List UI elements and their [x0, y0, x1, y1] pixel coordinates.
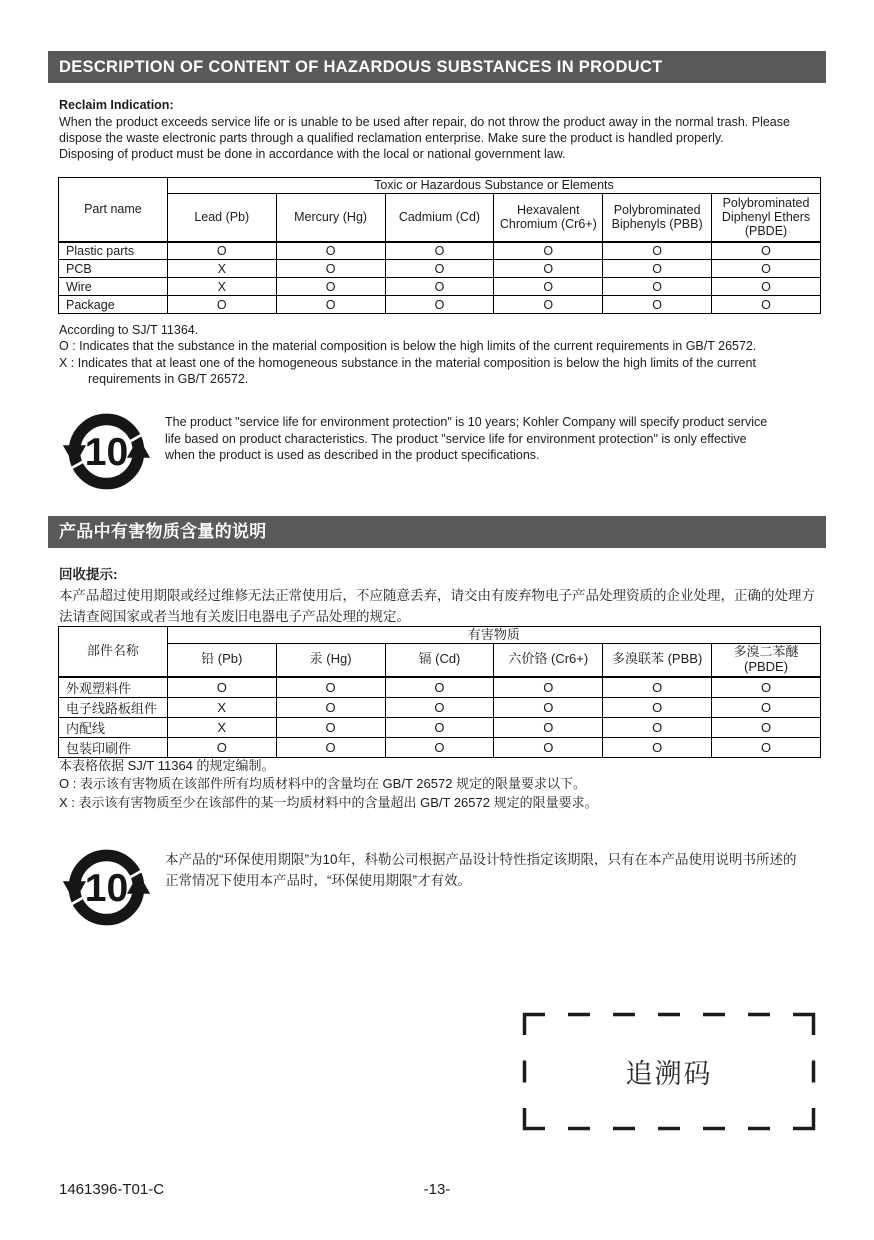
- note-line: X : Indicates that at least one of the homogeneous substance in the material composition is below the high limits of the current requirements in GB/T 26572.: [59, 355, 756, 386]
- value-cell: O: [603, 717, 712, 737]
- part-name-cell: PCB: [59, 260, 168, 278]
- note-line: According to SJ/T 11364.: [59, 323, 199, 337]
- column-header: 多溴二苯醚 (PBDE): [712, 644, 821, 677]
- reclaim-paragraph-line: When the product exceeds service life or is unable to be used after repair, do not throw the product away in the normal trash. Please dispose the waste electronic parts through a qualified reclamation enterprise. Make sure the product is handled properly.: [59, 115, 790, 145]
- part-name-cell: 外观塑料件: [59, 677, 168, 698]
- note-line: 本表格依据 SJ/T 11364 的规定编制。: [59, 758, 275, 773]
- value-cell: O: [712, 242, 821, 260]
- value-cell: O: [385, 737, 494, 757]
- svg-text:10: 10: [84, 430, 129, 474]
- column-header: 镉 (Cd): [385, 644, 494, 677]
- span-header: 有害物质: [167, 627, 820, 644]
- table-row: [59, 260, 821, 278]
- epup-statement-english: The product "service life for environment protection" is 10 years; Kohler Company will specify product service life based on product characteristics. The product "service life for environment protection" is only effective when the product is used as described in the product specifications.: [165, 415, 768, 462]
- notes-english: [59, 322, 801, 387]
- value-cell: O: [603, 697, 712, 717]
- value-cell: O: [494, 242, 603, 260]
- table-row: [59, 627, 821, 644]
- column-header: 六价铬 (Cr6+): [494, 644, 603, 677]
- value-cell: O: [603, 242, 712, 260]
- column-header: Cadmium (Cd): [385, 194, 494, 242]
- value-cell: O: [167, 242, 276, 260]
- part-name-header: 部件名称: [59, 627, 168, 677]
- table-row: [59, 296, 821, 314]
- value-cell: O: [712, 737, 821, 757]
- value-cell: O: [385, 278, 494, 296]
- value-cell: O: [276, 717, 385, 737]
- epup-statement-chinese: 本产品的“环保使用期限”为10年，科勒公司根据产品设计特性指定该期限，只有在本产品使用说明书所述的正常情况下使用本产品时，“环保使用期限”才有效。: [165, 852, 797, 888]
- value-cell: O: [276, 737, 385, 757]
- reclaim-paragraph-line: Disposing of product must be done in accordance with the local or national government law.: [59, 147, 566, 161]
- note-line: X : 表示该有害物质至少在该部件的某一均质材料中的含量超出 GB/T 26572 规定的限量要求。: [59, 794, 598, 810]
- epup-10-recycle-icon: [62, 843, 151, 932]
- recycle-hint-block: [59, 564, 825, 627]
- column-header: 铅 (Pb): [167, 644, 276, 677]
- section-title-chinese: 产品中有害物质含量的说明: [59, 522, 267, 541]
- column-header: Hexavalent Chromium (Cr6+): [494, 194, 603, 242]
- table-row: [59, 278, 821, 296]
- table-row: [59, 737, 821, 757]
- part-name-cell: Package: [59, 296, 168, 314]
- trace-code-box: [521, 1011, 817, 1132]
- span-header: Toxic or Hazardous Substance or Elements: [167, 178, 820, 194]
- value-cell: O: [494, 737, 603, 757]
- value-cell: O: [494, 697, 603, 717]
- value-cell: O: [603, 278, 712, 296]
- value-cell: O: [385, 242, 494, 260]
- table-row: [59, 194, 821, 242]
- value-cell: O: [712, 278, 821, 296]
- column-header: Polybrominated Biphenyls (PBB): [603, 194, 712, 242]
- column-header: Polybrominated Diphenyl Ethers (PBDE): [712, 194, 821, 242]
- value-cell: O: [276, 697, 385, 717]
- column-header: Mercury (Hg): [276, 194, 385, 242]
- value-cell: O: [385, 717, 494, 737]
- part-name-cell: Wire: [59, 278, 168, 296]
- value-cell: O: [385, 697, 494, 717]
- value-cell: O: [712, 697, 821, 717]
- table-row: [59, 178, 821, 194]
- value-cell: O: [712, 677, 821, 698]
- page-number: -13-: [423, 1181, 451, 1198]
- value-cell: O: [385, 260, 494, 278]
- part-name-cell: 包装印刷件: [59, 737, 168, 757]
- section-header-chinese: [48, 516, 826, 548]
- svg-text:10: 10: [84, 866, 129, 910]
- value-cell: O: [494, 260, 603, 278]
- document-number: 1461396-T01-C: [59, 1181, 165, 1198]
- value-cell: O: [276, 677, 385, 698]
- value-cell: O: [276, 260, 385, 278]
- table-row: [59, 677, 821, 698]
- value-cell: O: [712, 260, 821, 278]
- column-header: 多溴联苯 (PBB): [603, 644, 712, 677]
- part-name-cell: 内配线: [59, 717, 168, 737]
- value-cell: O: [167, 677, 276, 698]
- value-cell: X: [167, 697, 276, 717]
- recycle-hint-title: 回收提示:: [59, 567, 118, 582]
- value-cell: O: [603, 677, 712, 698]
- reclaim-title: Reclaim Indication:: [59, 98, 174, 112]
- value-cell: O: [276, 296, 385, 314]
- part-name-header: Part name: [59, 178, 168, 242]
- notes-chinese: [59, 757, 831, 812]
- value-cell: X: [167, 717, 276, 737]
- trace-code-label: 追溯码: [625, 1059, 713, 1089]
- value-cell: O: [603, 737, 712, 757]
- note-line: O : 表示该有害物质在该部件所有均质材料中的含量均在 GB/T 26572 规定的限量要求以下。: [59, 776, 587, 792]
- section-header-english: [48, 51, 826, 83]
- reclaim-indication-block: [59, 97, 811, 162]
- value-cell: O: [712, 717, 821, 737]
- value-cell: O: [494, 677, 603, 698]
- column-header: 汞 (Hg): [276, 644, 385, 677]
- value-cell: O: [385, 677, 494, 698]
- value-cell: O: [494, 717, 603, 737]
- column-header: Lead (Pb): [167, 194, 276, 242]
- value-cell: O: [603, 296, 712, 314]
- value-cell: O: [603, 260, 712, 278]
- value-cell: O: [276, 242, 385, 260]
- value-cell: O: [167, 737, 276, 757]
- hazard-table-chinese: [58, 626, 821, 758]
- value-cell: O: [712, 296, 821, 314]
- part-name-cell: Plastic parts: [59, 242, 168, 260]
- value-cell: X: [167, 260, 276, 278]
- hazard-table-english: [58, 177, 821, 314]
- recycle-hint-paragraph: 本产品超过使用期限或经过维修无法正常使用后，不应随意丢弃，请交由有废弃物电子产品处理资质的企业处理，正确的处理方法请查阅国家或者当地有关废旧电器电子产品处理的规定。: [59, 588, 815, 624]
- value-cell: O: [385, 296, 494, 314]
- section-title-english: DESCRIPTION OF CONTENT OF HAZARDOUS SUBSTANCES IN PRODUCT: [59, 58, 663, 76]
- table-row: [59, 697, 821, 717]
- epup-10-recycle-icon: [62, 407, 151, 496]
- table-row: [59, 242, 821, 260]
- note-line: O : Indicates that the substance in the material composition is below the high limits of the current requirements in GB/T 26572.: [59, 339, 757, 354]
- table-row: [59, 717, 821, 737]
- part-name-cell: 电子线路板组件: [59, 697, 168, 717]
- value-cell: O: [276, 278, 385, 296]
- value-cell: O: [167, 296, 276, 314]
- value-cell: O: [494, 296, 603, 314]
- value-cell: X: [167, 278, 276, 296]
- value-cell: O: [494, 278, 603, 296]
- table-row: [59, 644, 821, 677]
